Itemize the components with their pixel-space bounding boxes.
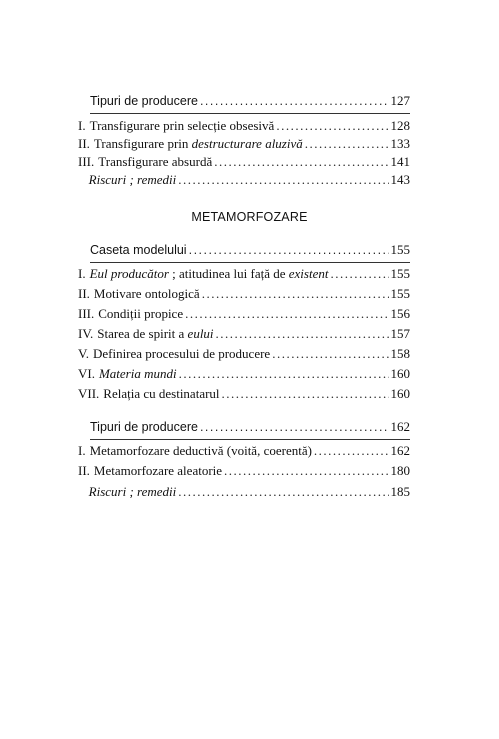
dot-leader bbox=[200, 419, 389, 435]
toc-entry-title: Condiții propice bbox=[98, 306, 184, 321]
toc-page-number: 156 bbox=[390, 306, 410, 321]
toc-entry bbox=[78, 463, 410, 479]
toc-numeral: II. bbox=[78, 136, 90, 151]
toc-page-number: 158 bbox=[390, 346, 410, 361]
toc-page-number: 162 bbox=[390, 443, 410, 458]
dot-leader bbox=[330, 266, 388, 282]
toc-entry bbox=[78, 136, 410, 152]
toc-entry-title-part: ; atitudinea lui față de bbox=[168, 266, 289, 281]
toc-entry-title: Transfigurare prin selecție obsesivă bbox=[89, 118, 275, 133]
toc-numeral: I. bbox=[78, 443, 86, 458]
toc-entry bbox=[78, 154, 410, 170]
toc-entry-title: Relația cu destinatarul bbox=[103, 386, 220, 401]
toc-page-number: 143 bbox=[390, 172, 410, 187]
toc-numeral: II. bbox=[78, 463, 90, 478]
toc-page-number: 185 bbox=[390, 484, 410, 499]
toc-page-number: 160 bbox=[390, 366, 410, 381]
toc-entry-title-italic: Materia mundi bbox=[98, 366, 177, 381]
dot-leader bbox=[222, 386, 389, 402]
toc-entry-title-italic: eului bbox=[187, 326, 214, 341]
dot-leader bbox=[272, 346, 388, 362]
toc-heading-title: Tipuri de producere bbox=[90, 94, 198, 108]
toc-heading-caseta bbox=[90, 242, 410, 258]
toc-numeral: I. bbox=[78, 266, 86, 281]
toc-numeral: II. bbox=[78, 286, 90, 301]
toc-entry bbox=[78, 386, 410, 402]
section-rule bbox=[90, 439, 410, 440]
dot-leader bbox=[216, 326, 389, 342]
toc-page-number: 128 bbox=[390, 118, 410, 133]
toc-page-number: 155 bbox=[390, 286, 410, 301]
dot-leader bbox=[214, 154, 388, 170]
dot-leader bbox=[314, 443, 389, 459]
dot-leader bbox=[202, 286, 389, 302]
section-heading: METAMORFOZARE bbox=[191, 210, 308, 224]
toc-page-number: 141 bbox=[390, 154, 410, 169]
toc-entry-title bbox=[99, 366, 177, 382]
dot-leader bbox=[178, 172, 388, 188]
toc-entry-title-italic: destructurare aluzivă bbox=[191, 136, 303, 151]
toc-entry bbox=[78, 306, 410, 322]
dot-leader bbox=[305, 136, 389, 152]
toc-entry-title-italic: Eul producător bbox=[89, 266, 169, 281]
dot-leader bbox=[200, 93, 389, 109]
toc-entry-title-italic: Riscuri ; remedii bbox=[88, 484, 177, 499]
toc-numeral: IV. bbox=[78, 326, 94, 341]
toc-entry-title: Motivare ontologică bbox=[93, 286, 200, 301]
toc-entry-title-part: Starea de spirit a bbox=[97, 326, 188, 341]
toc-page-number: 162 bbox=[390, 419, 410, 434]
dot-leader bbox=[189, 242, 389, 258]
toc-page-number: 155 bbox=[390, 242, 410, 257]
toc-page-number: 127 bbox=[390, 93, 410, 108]
toc-numeral: I. bbox=[78, 118, 86, 133]
dot-leader bbox=[276, 118, 388, 134]
toc-numeral: III. bbox=[78, 306, 95, 321]
toc-heading-tipuri-1 bbox=[90, 93, 410, 109]
toc-numeral: VI. bbox=[78, 366, 95, 381]
toc-entry bbox=[78, 346, 410, 362]
toc-entry-title bbox=[89, 172, 177, 188]
toc-page-number: 133 bbox=[390, 136, 410, 151]
toc-heading-title: Tipuri de producere bbox=[90, 420, 198, 434]
dot-leader bbox=[179, 366, 389, 382]
toc-entry-title: Transfigurare absurdă bbox=[98, 154, 213, 169]
toc-entry bbox=[78, 443, 410, 459]
dot-leader bbox=[178, 484, 388, 500]
toc-entry-title bbox=[90, 266, 329, 282]
dot-leader bbox=[185, 306, 388, 322]
toc-numeral: VII. bbox=[78, 386, 100, 401]
toc-entry-title: Definirea procesului de producere bbox=[92, 346, 271, 361]
toc-entry-title: Metamorfozare aleatorie bbox=[93, 463, 223, 478]
toc-page-number: 160 bbox=[390, 386, 410, 401]
toc-entry bbox=[78, 484, 410, 500]
toc-entry bbox=[78, 172, 410, 188]
section-rule bbox=[90, 262, 410, 263]
toc-entry bbox=[78, 326, 410, 342]
toc-page-number: 180 bbox=[390, 463, 410, 478]
dot-leader bbox=[224, 463, 388, 479]
toc-entry-title bbox=[89, 484, 177, 500]
toc-entry bbox=[78, 118, 410, 134]
toc-page-number: 157 bbox=[390, 326, 410, 341]
toc-entry-title-italic: existent bbox=[288, 266, 329, 281]
toc-page-number: 155 bbox=[390, 266, 410, 281]
toc-entry-title: Metamorfozare deductivă (voită, coerentă) bbox=[89, 443, 312, 458]
toc-entry bbox=[78, 286, 410, 302]
toc-heading-tipuri-2 bbox=[90, 419, 410, 435]
toc-entry bbox=[78, 366, 410, 382]
toc-entry-title-part: Transfigurare prin bbox=[93, 136, 192, 151]
toc-entry bbox=[78, 266, 410, 282]
section-rule bbox=[90, 113, 410, 114]
toc-heading-title: Caseta modelului bbox=[90, 243, 187, 257]
toc-entry-title-italic: Riscuri ; remedii bbox=[88, 172, 177, 187]
toc-entry-title bbox=[94, 136, 303, 152]
toc-entry-title bbox=[97, 326, 213, 342]
toc-numeral: III. bbox=[78, 154, 95, 169]
toc-numeral: V. bbox=[78, 346, 89, 361]
